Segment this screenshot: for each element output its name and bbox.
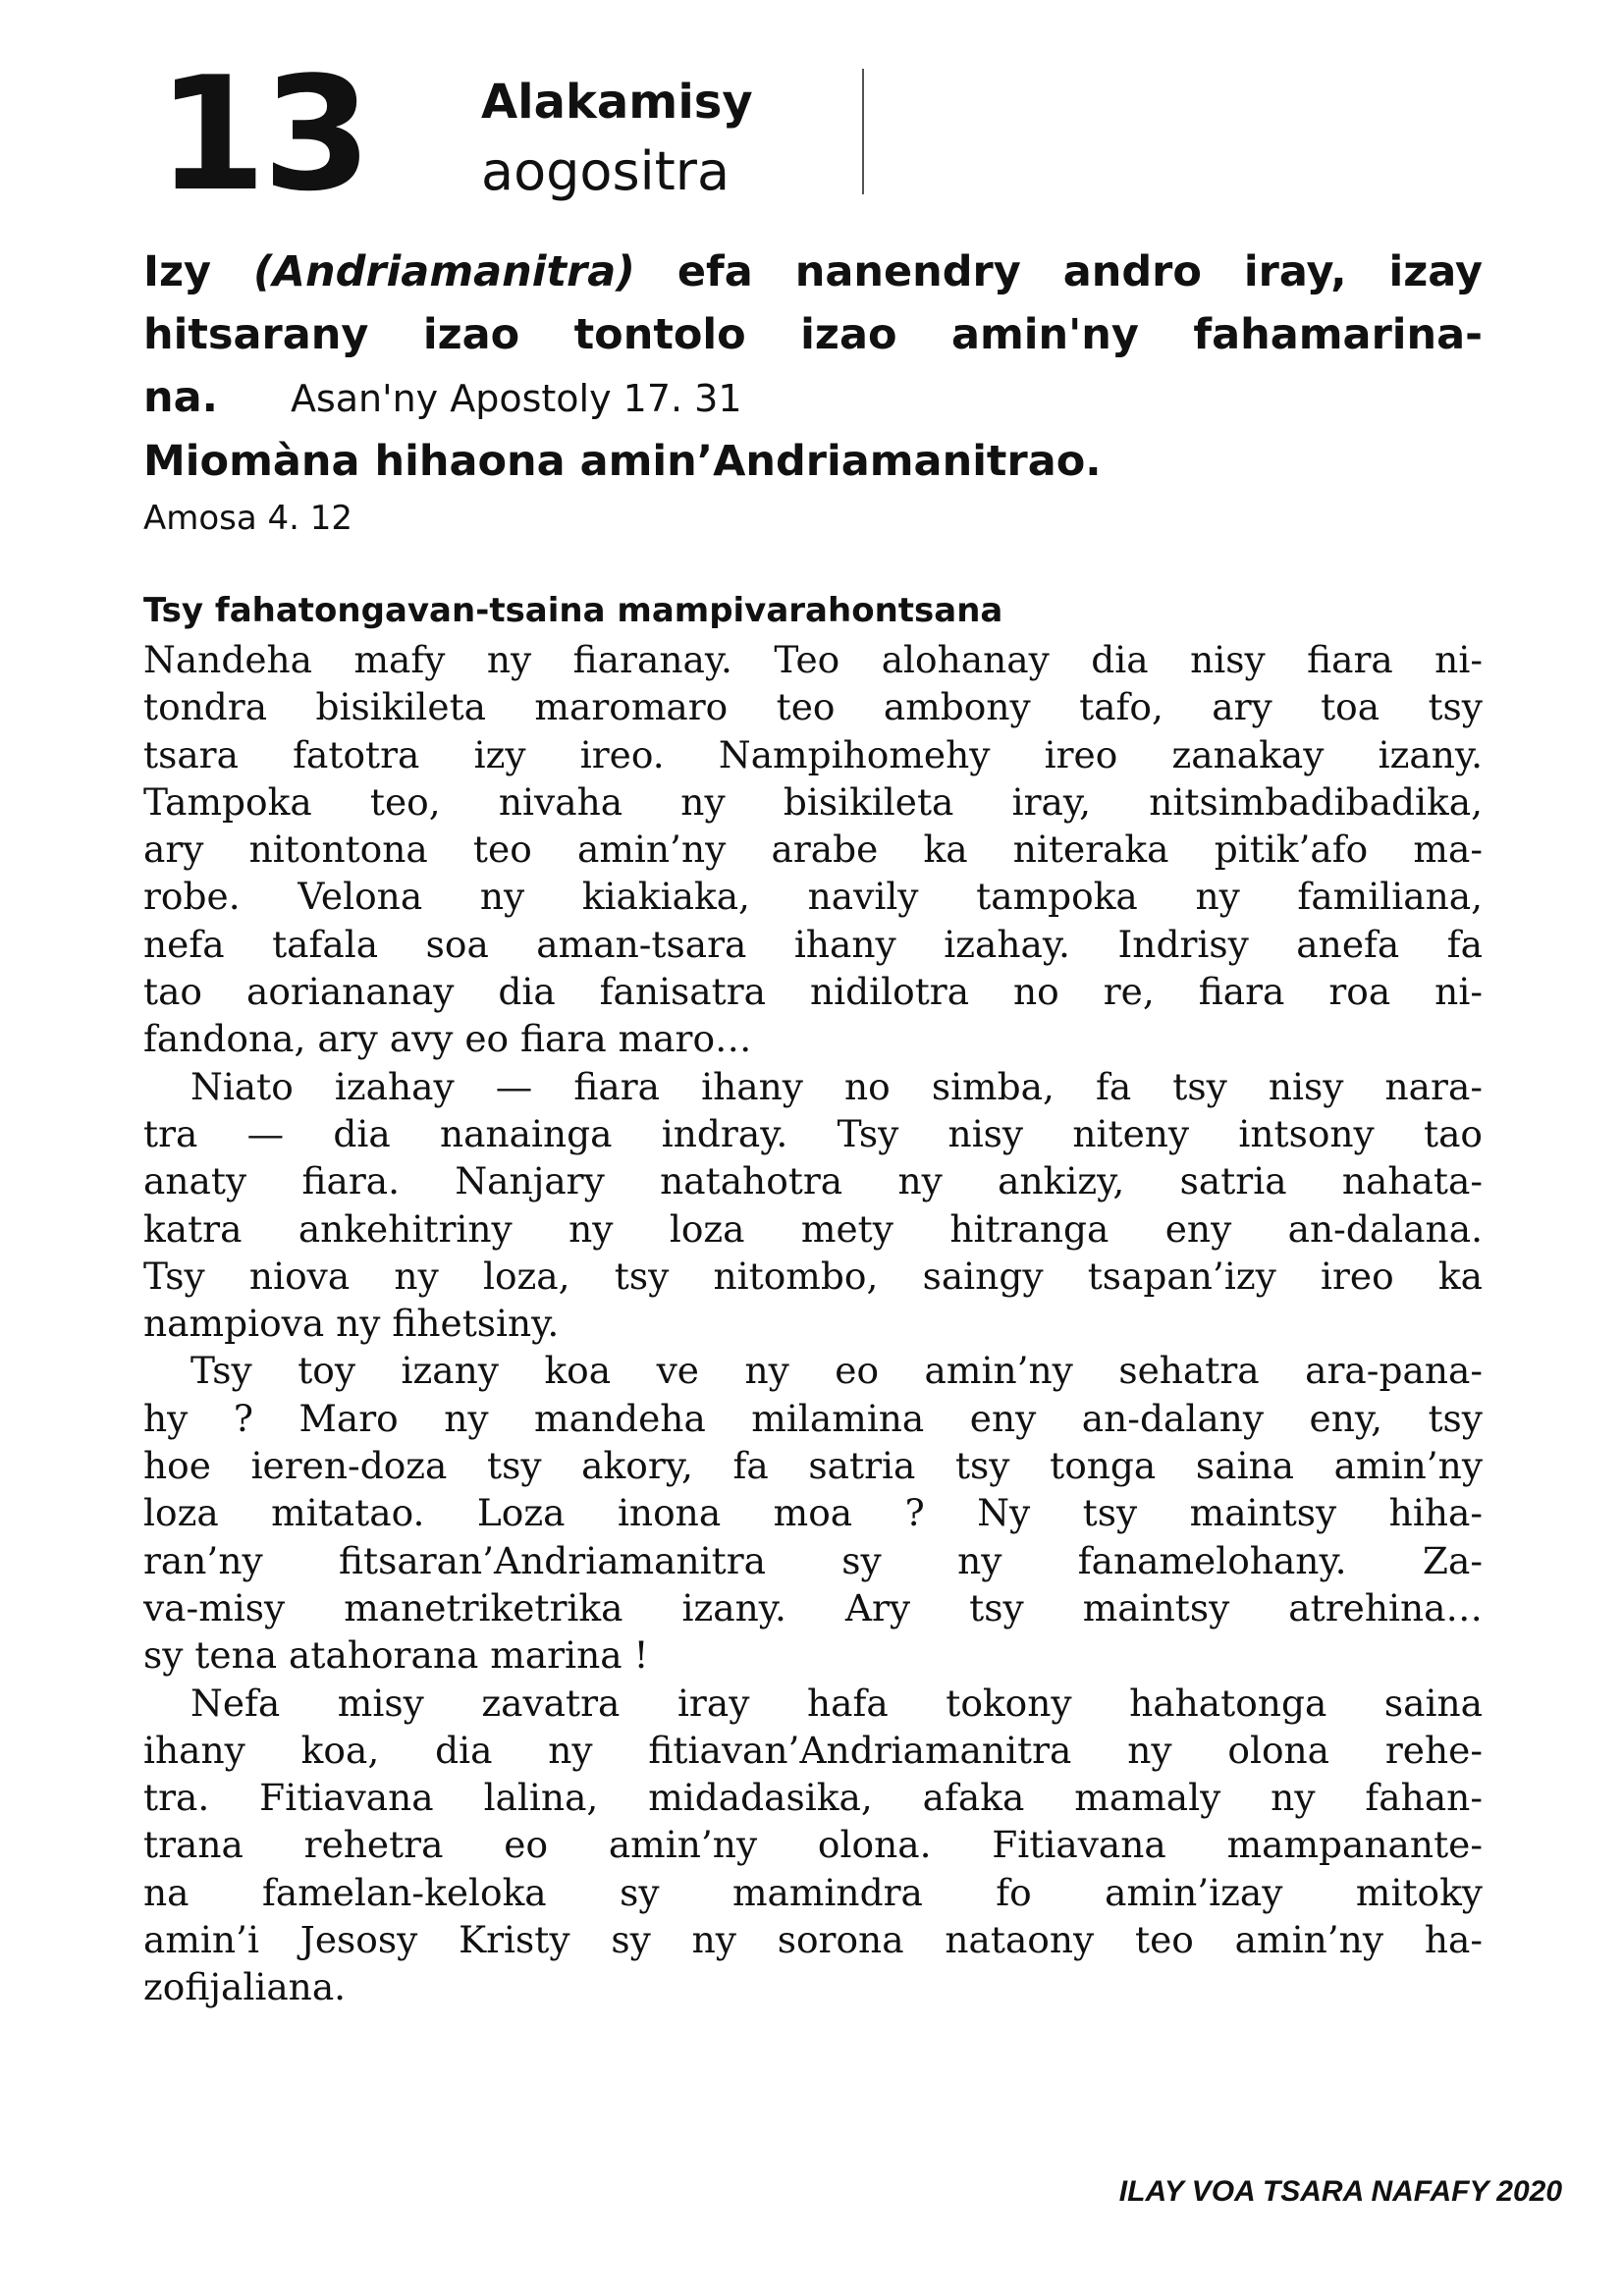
- article-line: ihany koa, dia ny fitiavan’Andriamanitra ny olona rehe-: [143, 1728, 1483, 1772]
- date-header: [157, 42, 864, 226]
- article-line: nampiova ny fihetsiny.: [143, 1302, 560, 1346]
- article-line: amin’i Jesosy Kristy sy ny sorona nataony teo amin’ny ha-: [143, 1918, 1483, 1962]
- article-line: Nandeha mafy ny fiaranay. Teo alohanay dia nisy fiara ni-: [143, 638, 1483, 681]
- article-line: va-misy manetriketrika izany. Ary tsy maintsy atrehina…: [143, 1585, 1483, 1629]
- verse1-reference: Asan'ny Apostoly 17. 31: [290, 377, 742, 420]
- bible-verse-primary: [143, 240, 1483, 430]
- bible-verse-secondary: Miomàna hihaona amin’Andriamanitrao.: [143, 437, 1102, 486]
- article-line: tao aoriananay dia fanisatra nidilotra no re, fiara roa ni-: [143, 970, 1483, 1014]
- article-line: tra — dia nanainga indray. Tsy nisy niteny intsony tao: [143, 1111, 1483, 1155]
- verse1-text-end: na.: [143, 373, 218, 422]
- article-line: Nefa misy zavatra iray hafa tokony hahatonga saina: [190, 1681, 1483, 1725]
- verse1-text-pre: Izy: [143, 247, 254, 296]
- footer-publication: ILAY VOA TSARA NAFAFY 2020: [1118, 2175, 1562, 2208]
- article-line: hoe ieren-doza tsy akory, fa satria tsy tonga saina amin’ny: [143, 1444, 1483, 1488]
- article-line: tsara fatotra izy ireo. Nampihomehy ireo zanakay izany.: [143, 732, 1483, 776]
- article-line: robe. Velona ny kiakiaka, navily tampoka ny familiana,: [143, 875, 1483, 919]
- article-line: zofijaliana.: [143, 1965, 347, 2009]
- article-title: Tsy fahatongavan-tsaina mampivarahontsana: [143, 591, 1003, 630]
- header-divider: [862, 69, 864, 194]
- article-line: tra. Fitiavana lalina, midadasika, afaka mamaly ny fahan-: [143, 1776, 1483, 1820]
- article-line: fandona, ary avy eo fiara maro…: [143, 1017, 752, 1061]
- article-line: anaty fiara. Nanjary natahotra ny ankizy, satria nahata-: [143, 1159, 1483, 1203]
- article-line: hy ? Maro ny mandeha milamina eny an-dalany eny, tsy: [143, 1396, 1483, 1440]
- article-body: [143, 636, 1483, 2011]
- article-line: Tsy toy izany koa ve ny eo amin’ny sehatra ara-pana-: [190, 1349, 1483, 1393]
- article-line: sy tena atahorana marina !: [143, 1633, 649, 1678]
- verse1-line-2: hitsarany izao tontolo izao amin'ny fahamarina-: [143, 310, 1483, 359]
- article-line: na famelan-keloka sy mamindra fo amin’izay mitoky: [143, 1870, 1483, 1914]
- article-line: Niato izahay — fiara ihany no simba, fa tsy nisy nara-: [190, 1064, 1483, 1108]
- article-line: ran’ny fitsaran’Andriamanitra sy ny fanamelohany. Za-: [143, 1538, 1483, 1582]
- verse2-reference: Amosa 4. 12: [143, 499, 353, 538]
- article-line: tondra bisikileta maromaro teo ambony tafo, ary toa tsy: [143, 685, 1483, 729]
- article-line: Tampoka teo, nivaha ny bisikileta iray, nitsimbadibadika,: [143, 779, 1483, 824]
- verse1-line-1: [143, 240, 1483, 303]
- weekday-label: Alakamisy: [481, 75, 753, 130]
- verse1-text-post: efa nanendry andro iray, izay: [634, 247, 1483, 296]
- verse1-parenthetical: (Andriamanitra): [253, 247, 635, 296]
- article-line: Tsy niova ny loza, tsy nitombo, saingy tsapan’izy ireo ka: [143, 1254, 1483, 1298]
- article-line: ary nitontona teo amin’ny arabe ka niteraka pitik’afo ma-: [143, 828, 1483, 872]
- verse1-line-3: [143, 366, 1483, 430]
- article-line: katra ankehitriny ny loza mety hitranga eny an-dalana.: [143, 1206, 1483, 1251]
- day-number: 13: [157, 42, 368, 226]
- article-line: nefa tafala soa aman-tsara ihany izahay. Indrisy anefa fa: [143, 922, 1483, 966]
- month-label: aogositra: [481, 140, 730, 202]
- article-line: loza mitatao. Loza inona moa ? Ny tsy maintsy hiha-: [143, 1491, 1483, 1535]
- article-line: trana rehetra eo amin’ny olona. Fitiavana mampanante-: [143, 1823, 1483, 1867]
